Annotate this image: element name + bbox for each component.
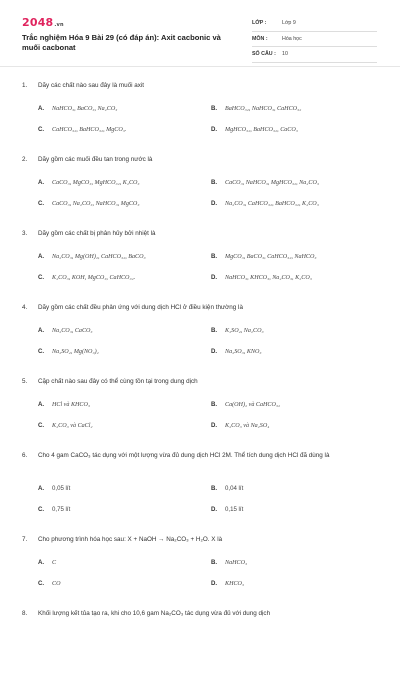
option-d[interactable] bbox=[211, 200, 319, 207]
question-stem bbox=[22, 155, 367, 165]
option-value: MgHCO₃₂, BaHCO₃₂, CaCO₃ bbox=[225, 127, 298, 133]
question-3 bbox=[0, 229, 400, 303]
logo-text: 2048 bbox=[22, 16, 54, 29]
option-value: HCl và KHCO₃ bbox=[52, 402, 91, 408]
option-value: BaHCO₃₂, NaHCO₃, CaHCO₃₂ bbox=[225, 106, 302, 112]
question-7 bbox=[0, 535, 400, 609]
option-b[interactable] bbox=[211, 253, 317, 260]
question-number: 7. bbox=[22, 536, 28, 543]
option-value: MgCO₃, BaCO₃, CaHCO₃₂, NaHCO₃ bbox=[225, 254, 317, 260]
option-a[interactable] bbox=[38, 105, 117, 112]
site-logo[interactable] bbox=[22, 16, 64, 29]
question-text: Khối lượng kết tủa tạo ra, khi cho 10,6 gam Na₂CO₃ tác dụng vừa đủ với dung dịch bbox=[38, 610, 271, 617]
option-letter: C. bbox=[38, 348, 45, 355]
question-number: 4. bbox=[22, 304, 28, 311]
question-number: 3. bbox=[22, 230, 28, 237]
question-number: 1. bbox=[22, 82, 28, 89]
option-value: C bbox=[52, 560, 57, 566]
option-letter: A. bbox=[38, 105, 45, 112]
question-stem bbox=[22, 229, 367, 239]
option-value: NaHCO₃ bbox=[225, 560, 248, 566]
header-divider bbox=[0, 66, 400, 67]
question-1 bbox=[0, 81, 400, 155]
option-a[interactable] bbox=[38, 327, 93, 334]
option-b[interactable] bbox=[211, 559, 247, 566]
option-c[interactable] bbox=[38, 200, 139, 207]
document-title: Trắc nghiệm Hóa 9 Bài 29 (có đáp án): Axit cacbonic và muối cacbonat bbox=[22, 33, 221, 52]
option-value: Na₂CO₃, CaHCO₃₂, BaHCO₃₂, K₂CO₃ bbox=[225, 201, 319, 207]
meta-row-subject bbox=[252, 32, 377, 48]
option-value: 0,75 lít bbox=[52, 506, 71, 513]
option-d[interactable] bbox=[211, 348, 262, 355]
question-number: 2. bbox=[22, 156, 28, 163]
option-value: 0,15 lít bbox=[225, 506, 244, 513]
meta-label: MÔN : bbox=[252, 35, 268, 42]
meta-row-count bbox=[252, 47, 377, 63]
option-letter: D. bbox=[211, 274, 218, 281]
option-d[interactable] bbox=[211, 126, 298, 133]
question-4 bbox=[0, 303, 400, 377]
option-b[interactable] bbox=[211, 401, 280, 408]
option-letter: A. bbox=[38, 485, 45, 492]
question-8 bbox=[0, 609, 400, 683]
option-letter: A. bbox=[38, 327, 45, 334]
option-value: K₂SO₄, Na₂CO₃ bbox=[225, 328, 264, 334]
question-number: 5. bbox=[22, 378, 28, 385]
meta-row-class bbox=[252, 16, 377, 32]
option-value: CaCO₃, Na₂CO₃, NaHCO₃, MgCO₃ bbox=[52, 201, 140, 207]
option-d[interactable] bbox=[211, 506, 243, 513]
option-letter: C. bbox=[38, 506, 45, 513]
option-d[interactable] bbox=[211, 274, 312, 281]
option-value: K₂CO₃ và CaCl₂ bbox=[52, 423, 93, 429]
question-stem bbox=[22, 609, 367, 619]
option-letter: C. bbox=[38, 200, 45, 207]
question-stem bbox=[22, 451, 367, 461]
option-c[interactable] bbox=[38, 580, 60, 587]
logo-tld: .vn bbox=[54, 22, 64, 28]
question-text: Dãy gồm các chất bị phân hủy bởi nhiệt là bbox=[38, 230, 156, 237]
option-b[interactable] bbox=[211, 327, 264, 334]
question-stem bbox=[22, 81, 367, 91]
meta-label: SỐ CÂU : bbox=[252, 51, 276, 58]
option-a[interactable] bbox=[38, 401, 90, 408]
option-a[interactable] bbox=[38, 559, 56, 566]
question-text: Cặp chất nào sau đây có thể cùng tồn tại trong dung dịch bbox=[38, 378, 198, 385]
option-value: Na₂CO₃, Mg(OH)₂, CaHCO₃₂, BaCO₃ bbox=[52, 254, 146, 260]
option-letter: A. bbox=[38, 401, 45, 408]
option-b[interactable] bbox=[211, 485, 243, 492]
option-letter: C. bbox=[38, 274, 45, 281]
option-value: CaCO₃, NaHCO₃, MgHCO₃₂, Na₂CO₃ bbox=[225, 180, 319, 186]
option-c[interactable] bbox=[38, 422, 93, 429]
option-value: NaHCO₃, BaCO₃, Na₂CO₃ bbox=[52, 106, 118, 112]
option-d[interactable] bbox=[211, 422, 269, 429]
option-letter: C. bbox=[38, 422, 45, 429]
meta-value: Hóa học bbox=[282, 35, 302, 42]
question-2 bbox=[0, 155, 400, 229]
question-5 bbox=[0, 377, 400, 451]
question-text: Cho 4 gam CaCO₃ tác dụng với một lượng vừa đủ dung dịch HCl 2M. Thể tích dung dịch HCl đã dùng là bbox=[38, 452, 330, 459]
option-letter: B. bbox=[211, 485, 218, 492]
option-letter: D. bbox=[211, 422, 218, 429]
option-value: CaHCO₃₂, BaHCO₃₂, MgCO₃. bbox=[52, 127, 127, 133]
option-value: K₂CO₃, KOH, MgCO₃, CaHCO₃₂. bbox=[52, 275, 136, 281]
meta-value: Lớp 9 bbox=[282, 20, 296, 27]
option-letter: D. bbox=[211, 126, 218, 133]
question-text: Dãy gồm các muối đều tan trong nước là bbox=[38, 156, 153, 163]
option-letter: D. bbox=[211, 200, 218, 207]
option-value: Na₂SO₃, KNO₃ bbox=[225, 349, 262, 355]
option-value: CO bbox=[52, 581, 61, 587]
option-value: 0,04 lít bbox=[225, 485, 244, 492]
question-stem bbox=[22, 377, 367, 387]
option-b[interactable] bbox=[211, 179, 319, 186]
question-text: Dãy gồm các chất đều phản ứng với dung dịch HCl ở điều kiện thường là bbox=[38, 304, 243, 311]
question-stem bbox=[22, 535, 367, 545]
option-letter: B. bbox=[211, 179, 218, 186]
option-value: NaHCO₃, KHCO₃, Na₂CO₃, K₂CO₃ bbox=[225, 275, 312, 281]
option-d[interactable] bbox=[211, 580, 244, 587]
question-list bbox=[0, 81, 400, 683]
option-letter: A. bbox=[38, 253, 45, 260]
option-letter: A. bbox=[38, 179, 45, 186]
option-letter: A. bbox=[38, 559, 45, 566]
option-c[interactable] bbox=[38, 126, 126, 133]
option-letter: C. bbox=[38, 580, 45, 587]
option-value: 0,05 lít bbox=[52, 485, 71, 492]
option-value: Ca(OH)₂ và CaHCO₃₂ bbox=[225, 402, 281, 408]
option-value: Na₂CO₃, CaCO₃ bbox=[52, 328, 93, 334]
option-letter: D. bbox=[211, 348, 218, 355]
option-letter: B. bbox=[211, 559, 218, 566]
document-header bbox=[0, 0, 400, 66]
question-text: Cho phương trình hóa học sau: X + NaOH → Na₂CO₃ + H₂O. X là bbox=[38, 536, 223, 543]
option-letter: B. bbox=[211, 253, 218, 260]
option-c[interactable] bbox=[38, 506, 70, 513]
option-value: Na₂SO₄, Mg(NO₃)₂ bbox=[52, 349, 99, 355]
meta-value: 10 bbox=[282, 51, 288, 58]
question-stem bbox=[22, 303, 367, 313]
option-letter: B. bbox=[211, 327, 218, 334]
option-a[interactable] bbox=[38, 253, 146, 260]
question-6 bbox=[0, 451, 400, 535]
option-value: K₂CO₃ và Na₂SO₄ bbox=[225, 423, 270, 429]
option-c[interactable] bbox=[38, 348, 99, 355]
option-value: CaCO₃, MgCO₃, MgHCO₃₂, K₂CO₃ bbox=[52, 180, 140, 186]
option-letter: B. bbox=[211, 401, 218, 408]
option-c[interactable] bbox=[38, 274, 135, 281]
option-letter: C. bbox=[38, 126, 45, 133]
meta-label: LỚP : bbox=[252, 20, 267, 27]
option-letter: D. bbox=[211, 506, 218, 513]
option-b[interactable] bbox=[211, 105, 301, 112]
option-a[interactable] bbox=[38, 179, 140, 186]
option-value: KHCO₃ bbox=[225, 581, 245, 587]
document-meta bbox=[252, 16, 377, 63]
question-number: 8. bbox=[22, 610, 28, 617]
option-letter: B. bbox=[211, 105, 218, 112]
question-number: 6. bbox=[22, 452, 28, 459]
question-text: Dãy các chất nào sau đây là muối axit bbox=[38, 82, 145, 89]
option-letter: D. bbox=[211, 580, 218, 587]
option-a[interactable] bbox=[38, 485, 70, 492]
